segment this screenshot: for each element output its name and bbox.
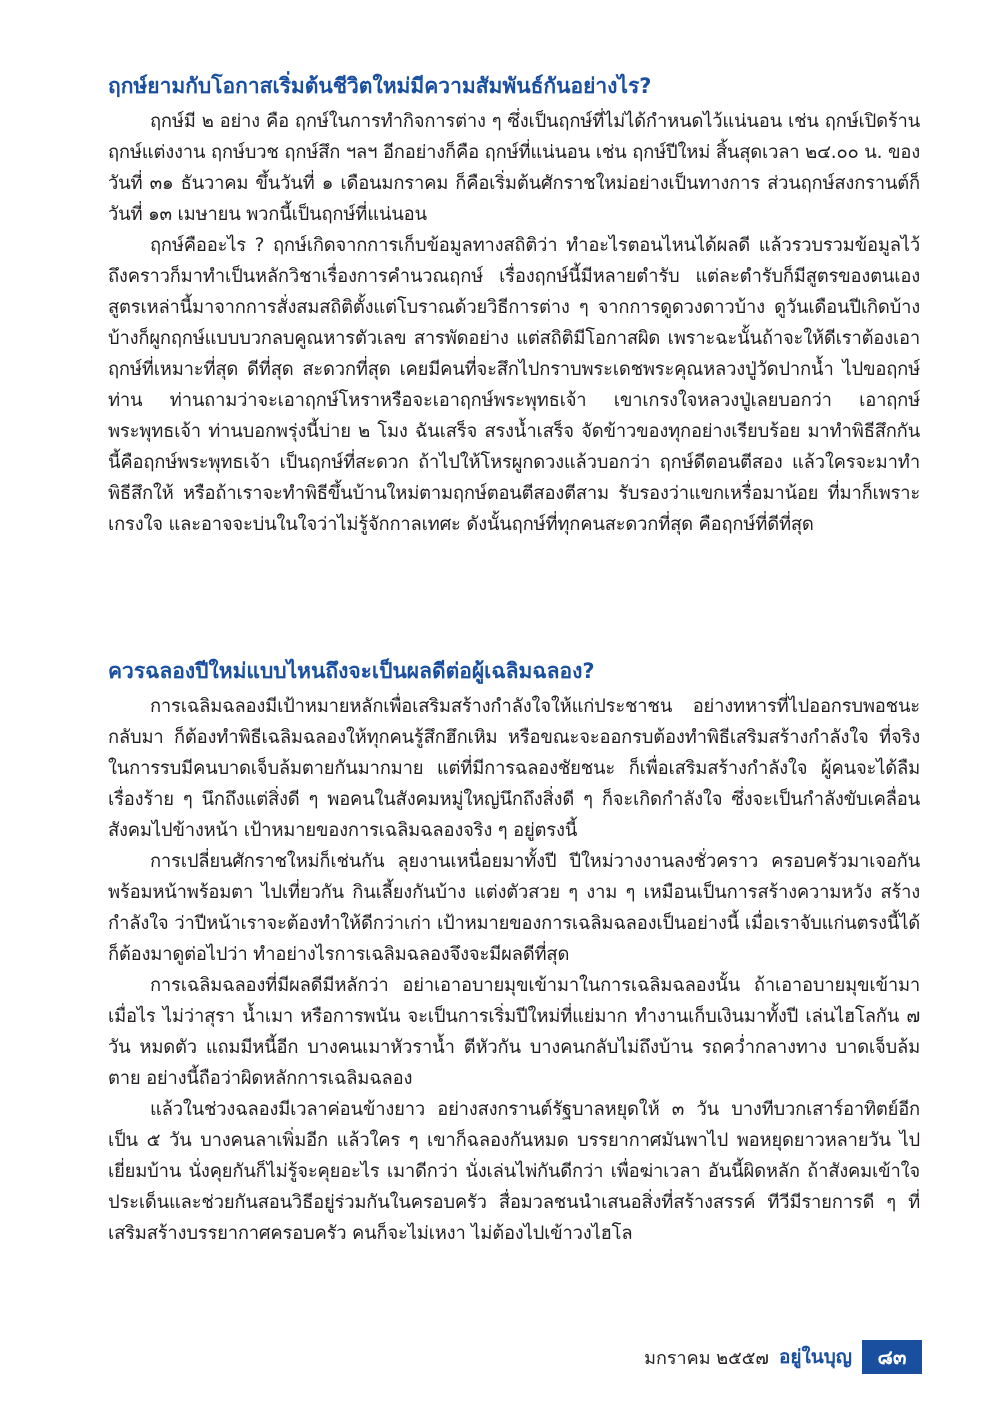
page-footer — [644, 1340, 922, 1374]
section-heading: ควรฉลองปีใหม่แบบไหนถึงจะเป็นผลดีต่อผู้เฉลิมฉลอง? — [108, 659, 595, 683]
paragraph: ฤกษ์คืออะไร ? ฤกษ์เกิดจากการเก็บข้อมูลทางสถิติว่า ทำอะไรตอนไหนได้ผลดี แล้วรวบรวมข้อมูลไว้ ถึงคราวก็มาทำเป็นหลักวิชาเรื่องการคำนวณฤกษ์ เรื่องฤกษ์นี้มีหลายตำรับ แต่ละตำรับก็มีสูตรของตนเอง สูตรเหล่านี้มาจากการสั่งสมสถิติตั้งแต่โบราณด้วยวิธีการต่าง ๆ จากการดูดวงดาวบ้าง ดูวันเดือนปีเกิดบ้าง บ้างก็ผูกฤกษ์แบบบวกลบคูณหารตัวเลข สารพัดอย่าง แต่สถิติมีโอกาสผิด เพราะฉะนั้นถ้าจะให้ดีเราต้องเอาฤกษ์ที่เหมาะที่สุด ดีที่สุด สะดวกที่สุด เคยมีคนที่จะสึกไปกราบพระเดชพระคุณหลวงปู่วัดปากน้ำ ไปขอฤกษ์ท่าน ท่านถามว่าจะเอาฤกษ์โหราหรือจะเอาฤกษ์พระพุทธเจ้า เขาเกรงใจหลวงปู่เลยบอกว่า เอาฤกษ์พระพุทธเจ้า ท่านบอกพรุ่งนี้บ่าย ๒ โมง ฉันเสร็จ สรงน้ำเสร็จ จัดข้าวของทุกอย่างเรียบร้อย มาทำพิธีสึกกัน นี้คือฤกษ์พระพุทธเจ้า เป็นฤกษ์ที่สะดวก ถ้าไปให้โหรผูกดวงแล้วบอกว่า ฤกษ์ดีตอนตีสอง แล้วใครจะมาทำพิธีสึกให้ หรือถ้าเราจะทำพิธีขึ้นบ้านใหม่ตามฤกษ์ตอนตีสองตีสาม รับรองว่าแขกเหรื่อมาน้อย ที่มาก็เพราะเกรงใจ และอาจจะบ่นในใจว่าไม่รู้จักกาลเทศะ ดังนั้นฤกษ์ที่ทุกคนสะดวกที่สุด คือฤกษ์ที่ดีที่สุด — [108, 235, 920, 535]
paragraph: การเปลี่ยนศักราชใหม่ก็เช่นกัน ลุยงานเหนื่อยมาทั้งปี ปีใหม่วางงานลงชั่วคราว ครอบครัวมาเจอกันพร้อมหน้าพร้อมตา ไปเที่ยวกัน กินเลี้ยงกันบ้าง แต่งตัวสวย ๆ งาม ๆ เหมือนเป็นการสร้างความหวัง สร้างกำลังใจ ว่าปีหน้าเราจะต้องทำให้ดีกว่าเก่า เป้าหมายของการเฉลิมฉลองเป็นอย่างนี้ เมื่อเราจับแก่นตรงนี้ได้ ก็ต้องมาดูต่อไปว่า ทำอย่างไรการเฉลิมฉลองจึงจะมีผลดีที่สุด — [108, 851, 920, 965]
article-section-ritual-timing — [108, 72, 920, 540]
page-number-badge: ๘๓ — [862, 1340, 922, 1374]
paragraph: ฤกษ์มี ๒ อย่าง คือ ฤกษ์ในการทำกิจการต่าง ๆ ซึ่งเป็นฤกษ์ที่ไม่ได้กำหนดไว้แน่นอน เช่น ฤกษ์เปิดร้าน ฤกษ์แต่งงาน ฤกษ์บวช ฤกษ์สึก ฯลฯ อีกอย่างก็คือ ฤกษ์ที่แน่นอน เช่น ฤกษ์ปีใหม่ สิ้นสุดเวลา ๒๔.๐๐ น. ของวันที่ ๓๑ ธันวาคม ขึ้นวันที่ ๑ เดือนมกราคม ก็คือเริ่มต้นศักราชใหม่อย่างเป็นทางการ ส่วนฤกษ์สงกรานต์ก็วันที่ ๑๓ เมษายน พวกนี้เป็นฤกษ์ที่แน่นอน — [108, 111, 920, 225]
issue-date: มกราคม ๒๕๕๗ — [644, 1347, 769, 1369]
article-section-new-year-celebration — [108, 657, 920, 1249]
section-heading: ฤกษ์ยามกับโอกาสเริ่มต้นชีวิตใหม่มีความสัมพันธ์กันอย่างไร? — [108, 74, 652, 98]
magazine-name: อยู่ในบุญ — [778, 1346, 852, 1368]
paragraph: แล้วในช่วงฉลองมีเวลาค่อนข้างยาว อย่างสงกรานต์รัฐบาลหยุดให้ ๓ วัน บางทีบวกเสาร์อาทิตย์อีกเป็น ๕ วัน บางคนลาเพิ่มอีก แล้วใคร ๆ เขาก็ฉลองกันหมด บรรยากาศมันพาไป พอหยุดยาวหลายวัน ไปเยี่ยมบ้าน นั่งคุยกันก็ไม่รู้จะคุยอะไร เมาดีกว่า นั่งเล่นไพ่กันดีกว่า เพื่อฆ่าเวลา อันนี้ผิดหลัก ถ้าสังคมเข้าใจประเด็นและช่วยกันสอนวิธีอยู่ร่วมกันในครอบครัว สื่อมวลชนนำเสนอสิ่งที่สร้างสรรค์ ทีวีมีรายการดี ๆ ที่เสริมสร้างบรรยากาศครอบครัว คนก็จะไม่เหงา ไม่ต้องไปเข้าวงไฮโล — [108, 1099, 920, 1244]
paragraph: การเฉลิมฉลองมีเป้าหมายหลักเพื่อเสริมสร้างกำลังใจให้แก่ประชาชน อย่างทหารที่ไปออกรบพอชนะกลับมา ก็ต้องทำพิธีเฉลิมฉลองให้ทุกคนรู้สึกฮึกเหิม หรือขณะจะออกรบต้องทำพิธีเสริมสร้างกำลังใจ ที่จริงในการรบมีคนบาดเจ็บล้มตายกันมากมาย แต่ที่มีการฉลองชัยชนะ ก็เพื่อเสริมสร้างกำลังใจ ผู้คนจะได้ลืมเรื่องร้าย ๆ นึกถึงแต่สิ่งดี ๆ พอคนในสังคมหมู่ใหญ่นึกถึงสิ่งดี ๆ ก็จะเกิดกำลังใจ ซึ่งจะเป็นกำลังขับเคลื่อนสังคมไปข้างหน้า เป้าหมายของการเฉลิมฉลองจริง ๆ อยู่ตรงนี้ — [108, 696, 920, 841]
paragraph: การเฉลิมฉลองที่มีผลดีมีหลักว่า อย่าเอาอบายมุขเข้ามาในการเฉลิมฉลองนั้น ถ้าเอาอบายมุขเข้ามาเมื่อไร ไม่ว่าสุรา น้ำเมา หรือการพนัน จะเป็นการเริ่มปีใหม่ที่แย่มาก ทำงานเก็บเงินมาทั้งปี เล่นไฮโลกัน ๗ วัน หมดตัว แถมมีหนี้อีก บางคนเมาหัวราน้ำ ตีหัวกัน บางคนกลับไม่ถึงบ้าน รถคว่ำกลางทาง บาดเจ็บล้มตาย อย่างนี้ถือว่าผิดหลักการเฉลิมฉลอง — [108, 975, 920, 1089]
